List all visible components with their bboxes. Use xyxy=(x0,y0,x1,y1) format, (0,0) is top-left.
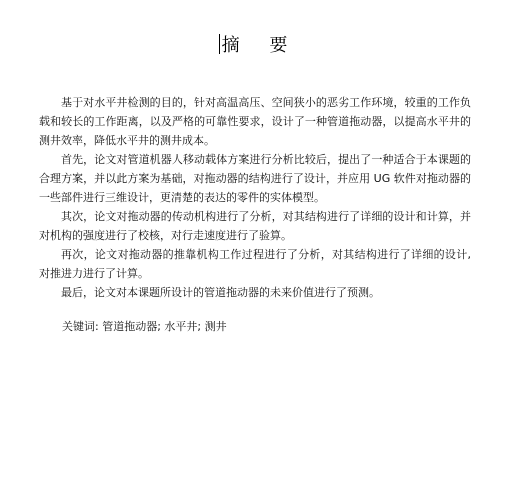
keywords-value: 管道拖动器; 水平井; 测井 xyxy=(102,320,227,333)
paragraph-last: 最后，论文对本课题所设计的管道拖动器的未来价值进行了预测。 xyxy=(61,286,380,299)
abstract-body xyxy=(39,93,471,302)
abstract-title: 摘 要 xyxy=(221,35,300,56)
title-block xyxy=(0,31,506,57)
keywords-line xyxy=(62,319,227,335)
keywords-label: 关键词: xyxy=(62,320,99,333)
paragraph-third: 再次，论文对拖动器的推靠机构工作过程进行了分析，对其结构进行了详细的设计,对推进力进行了计算。 xyxy=(39,248,471,280)
paragraph-first: 首先，论文对管道机器人移动载体方案进行分析比较后，提出了一种适合于本课题的合理方案，并以此方案为基础，对拖动器的结构进行了设计，并应用 UG 软件对拖动器的一些部件进行三维设计，更清楚的表达的零件的实体模型。 xyxy=(39,153,471,204)
paragraph-second: 其次，论文对拖动器的传动机构进行了分析，对其结构进行了详细的设计和计算，并对机构的强度进行了校核，对行走速度进行了验算。 xyxy=(39,210,471,242)
paragraph-purpose: 基于对水平井检测的目的，针对高温高压、空间狭小的恶劣工作环境，较重的工作负载和较长的工作距离，以及严格的可靠性要求，设计了一种管道拖动器，以提高水平井的测井效率，降低水平井的测井成本。 xyxy=(39,96,471,147)
text-cursor xyxy=(219,34,220,54)
